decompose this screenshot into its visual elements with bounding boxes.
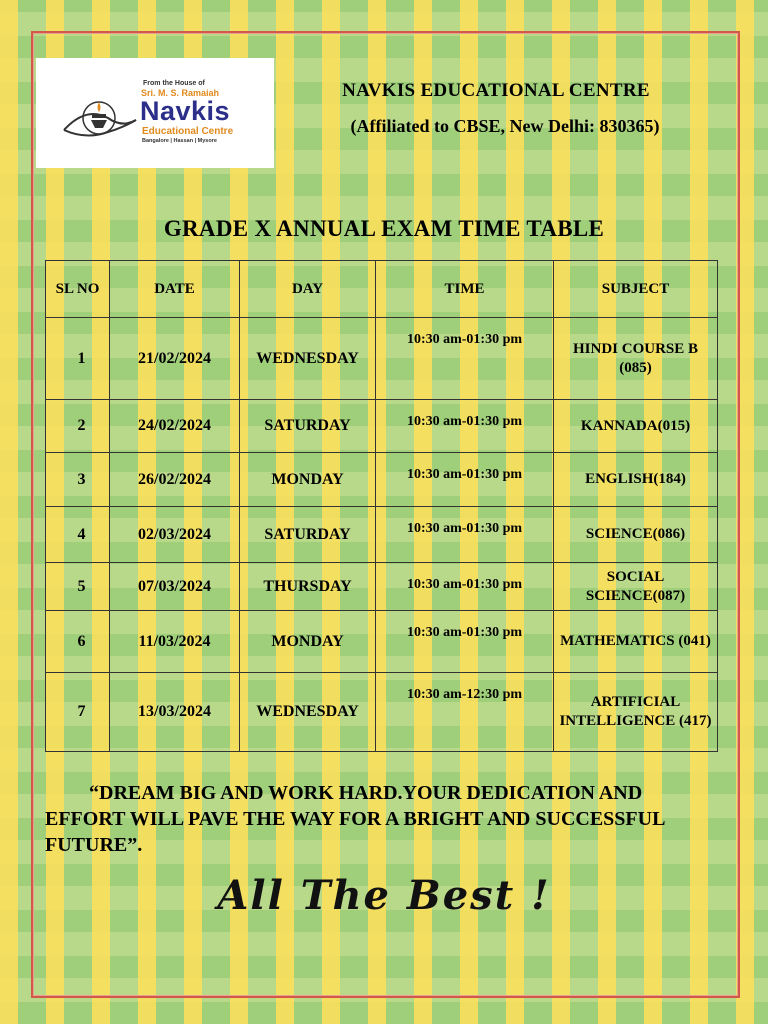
sl-no-cell: 1 bbox=[46, 318, 110, 400]
sl-no-cell: 6 bbox=[46, 611, 110, 673]
subject-cell: MATHEMATICS (041) bbox=[554, 611, 718, 673]
time-cell: 10:30 am-01:30 pm bbox=[376, 400, 554, 453]
page-title: GRADE X ANNUAL EXAM TIME TABLE bbox=[163, 216, 605, 241]
subject-cell: SOCIAL SCIENCE(087) bbox=[554, 563, 718, 611]
motivational-quote: “DREAM BIG AND WORK HARD.YOUR DEDICATION AND EFFORT WILL PAVE THE WAY FOR A BRIGHT AND SUCCESSFUL FUTURE”. bbox=[45, 782, 665, 856]
subject-cell: SCIENCE(086) bbox=[554, 507, 718, 563]
table-row bbox=[46, 318, 718, 400]
logo-brand-text: Navkis bbox=[140, 96, 231, 126]
date-cell: 02/03/2024 bbox=[110, 507, 240, 563]
subject-cell: ENGLISH(184) bbox=[554, 453, 718, 507]
sl-no-cell: 2 bbox=[46, 400, 110, 453]
day-cell: WEDNESDAY bbox=[240, 318, 376, 400]
table-row bbox=[46, 563, 718, 611]
table-header-row bbox=[46, 261, 718, 318]
logo-house-text: From the House of bbox=[143, 80, 205, 87]
subject-cell: KANNADA(015) bbox=[554, 400, 718, 453]
logo-centre-text: Educational Centre bbox=[142, 126, 234, 137]
time-cell: 10:30 am-01:30 pm bbox=[376, 611, 554, 673]
day-cell: SATURDAY bbox=[240, 507, 376, 563]
exam-timetable bbox=[45, 260, 718, 752]
column-header-day: DAY bbox=[240, 261, 376, 318]
subject-cell: ARTIFICIAL INTELLIGENCE (417) bbox=[554, 673, 718, 752]
time-cell: 10:30 am-01:30 pm bbox=[376, 453, 554, 507]
day-cell: MONDAY bbox=[240, 453, 376, 507]
day-cell: THURSDAY bbox=[240, 563, 376, 611]
time-cell: 10:30 am-01:30 pm bbox=[376, 507, 554, 563]
affiliation-text: (Affiliated to CBSE, New Delhi: 830365) bbox=[350, 116, 660, 136]
date-cell: 21/02/2024 bbox=[110, 318, 240, 400]
date-cell: 13/03/2024 bbox=[110, 673, 240, 752]
time-cell: 10:30 am-12:30 pm bbox=[376, 673, 554, 752]
date-cell: 26/02/2024 bbox=[110, 453, 240, 507]
column-header-time: TIME bbox=[376, 261, 554, 318]
date-cell: 24/02/2024 bbox=[110, 400, 240, 453]
school-logo bbox=[36, 58, 274, 168]
day-cell: SATURDAY bbox=[240, 400, 376, 453]
table-row bbox=[46, 673, 718, 752]
closing-wish: All The Best ! bbox=[217, 872, 551, 919]
logo-cities-text: Bangalore | Hassan | Mysore bbox=[142, 138, 217, 144]
sl-no-cell: 3 bbox=[46, 453, 110, 507]
day-cell: MONDAY bbox=[240, 611, 376, 673]
time-cell: 10:30 am-01:30 pm bbox=[376, 563, 554, 611]
column-header-subject: SUBJECT bbox=[554, 261, 718, 318]
table-row bbox=[46, 611, 718, 673]
table-row bbox=[46, 400, 718, 453]
sl-no-cell: 4 bbox=[46, 507, 110, 563]
table-row bbox=[46, 453, 718, 507]
time-cell: 10:30 am-01:30 pm bbox=[376, 318, 554, 400]
org-name: NAVKIS EDUCATIONAL CENTRE bbox=[342, 80, 650, 101]
date-cell: 11/03/2024 bbox=[110, 611, 240, 673]
table-row bbox=[46, 507, 718, 563]
sl-no-cell: 7 bbox=[46, 673, 110, 752]
logo-founder-text: Sri. M. S. Ramaiah bbox=[141, 88, 220, 98]
day-cell: WEDNESDAY bbox=[240, 673, 376, 752]
column-header-sl-no: SL NO bbox=[46, 261, 110, 318]
date-cell: 07/03/2024 bbox=[110, 563, 240, 611]
subject-cell: HINDI COURSE B (085) bbox=[554, 318, 718, 400]
sl-no-cell: 5 bbox=[46, 563, 110, 611]
column-header-date: DATE bbox=[110, 261, 240, 318]
